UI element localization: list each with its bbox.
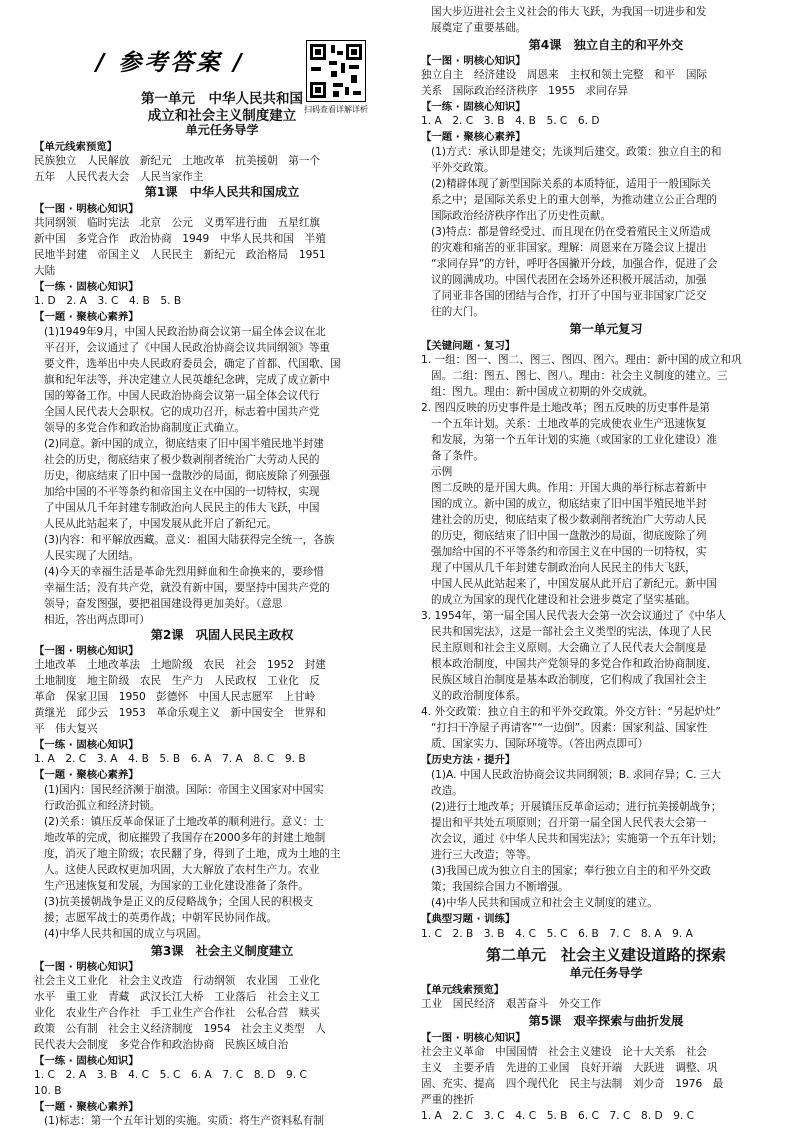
text-line: 10. B <box>34 1085 62 1097</box>
answer-line: 国的成立。新中国的成立，彻底结束了旧中国半殖民地半封 <box>431 498 707 510</box>
answer-line: 质、国家实力、国际环境等。（答出两点即可） <box>431 738 649 750</box>
answer-line: 了中国从几千年封建专制政治向人民民主的伟大飞跃，中国 <box>44 502 320 514</box>
answer-line: 国际政治经济秩序作出了历史性贡献。 <box>431 210 612 222</box>
text-line: 五年 人民代表大会 人民当家作主 <box>34 171 204 183</box>
answer-line: 展奠定了重要基础。 <box>431 22 527 34</box>
answer-line: 国的筹备工作。中国人民政治协商会议第一届全体会议代行 <box>44 390 320 402</box>
answer-line: 地改革的完成，彻底摧毁了我国存在2000多年的封建土地制 <box>44 832 326 844</box>
answer-line: 要文件，选举出中央人民政府委员会，确定了首都、代国歌、国 <box>44 358 341 370</box>
answer-line: (4)今天的幸福生活是革命先烈用鲜血和生命换来的，要珍惜 <box>44 566 324 578</box>
text-line: 社会主义工业化 社会主义改造 行动纲领 农业国 工业化 <box>34 975 321 987</box>
unit-title: 成立和社会主义制度建立 <box>147 108 297 124</box>
text-line: 独立自主 经济建设 周恩来 主权和领土完整 和平 国际 <box>421 69 708 81</box>
answer-line: (4)中华人民共和国的成立与巩固。 <box>44 928 208 940</box>
section-label: 【单元线索预览】 <box>34 141 118 153</box>
answer-line: 往的大门。 <box>431 306 484 318</box>
answer-line: 的灾难和痛苦的亚非国家。理解：周恩来在万隆会议上提出 <box>431 242 707 254</box>
answer-line: 义的政治制度体系。 <box>431 690 527 702</box>
text-line: 大陆 <box>34 265 56 277</box>
answer-line: 相近，答出两点即可） <box>44 614 150 626</box>
answer-line: 援；志愿军战士的英勇作战；中朝军民协同作战。 <box>44 912 278 924</box>
section-label: 【关键问题 · 复习】 <box>421 340 516 352</box>
answer-line: (2)同意。新中国的成立，彻底结束了旧中国半殖民地半封建 <box>44 438 324 450</box>
answer-line: 的成立为国家的现代化建设和社会进步奠定了坚实基础。 <box>431 594 696 606</box>
answer-line: 备了条件。 <box>431 450 484 462</box>
text-line: 1. C 2. A 3. B 4. C 5. C 6. A 7. C 8. D 9. C <box>34 1069 307 1081</box>
text-line: 1. A 2. C 3. A 4. B 5. B 6. A 7. A 8. C 9. B <box>34 753 306 765</box>
answer-line: 人。这使人民政权更加巩固，大大解放了农村生产力。农业 <box>44 864 320 876</box>
lesson-title: 第3课 社会主义制度建立 <box>150 944 294 958</box>
section-label: 【一图 · 明核心知识】 <box>34 203 139 215</box>
answer-line: 民共和国宪法》，这是一部社会主义类型的宪法，体现了人民 <box>431 626 712 638</box>
section-label: 【一练 · 固核心知识】 <box>34 281 139 293</box>
answer-line: 根本政治制度，中国共产党领导的多党合作和政治协商制度、 <box>431 658 718 670</box>
answer-line: 领导的多党合作和政治协商制度正式确立。 <box>44 422 246 434</box>
answer-line: (2)进行土地改革；开展镇压反革命运动；进行抗美援朝战争； <box>431 801 722 813</box>
answer-line: 和发展，为第一个五年计划的实施（或国家的工业化建设）准 <box>431 434 718 446</box>
answer-line: 固。二组：图五、图七、图八。理由：社会主义制度的建立。三 <box>431 370 728 382</box>
answer-line: “求同存异”的方针，呼吁各国撇开分歧，加强合作，促进了会 <box>431 258 718 270</box>
text-line: 1. C 2. B 3. B 4. C 5. C 6. B 7. C 8. A 9. A <box>421 928 693 940</box>
answer-line: 进行三大改造；等等。 <box>431 849 537 861</box>
answer-line: (1)标志：第一个五年计划的实施。实质：将生产资料私有制 <box>44 1115 324 1127</box>
text-line: 水平 重工业 青藏 武汉长江大桥 工业落后 社会主义工 <box>34 991 321 1003</box>
answer-line: (3)我国已成为独立自主的国家；奉行独立自主的和平外交政 <box>431 865 711 877</box>
text-line: 民代表大会制度 多党合作和政治协商 民族区域自治 <box>34 1039 289 1051</box>
text-line: 3. 1954年，第一届全国人民代表大会第一次会议通过了《中华人 <box>421 610 727 622</box>
text-line: 政策 公有制 社会主义经济制度 1954 社会主义类型 人 <box>34 1023 326 1035</box>
section-label: 【一题 · 聚核心素养】 <box>34 769 139 781</box>
text-line: 平 伟大复兴 <box>34 723 98 735</box>
text-line: 新中国 多党合作 政治协商 1949 中华人民共和国 半殖 <box>34 233 326 245</box>
text-line: 民地半封建 帝国主义 人民民主 新纪元 政治格局 1951 <box>34 249 326 261</box>
answer-line: (2)关系：镇压反革命保证了土地改革的顺利进行。意义：土 <box>44 816 324 828</box>
section-label: 【单元线索预览】 <box>421 984 505 996</box>
text-line: 共同纲领 临时宪法 北京 公元 义勇军进行曲 五星红旗 <box>34 217 321 229</box>
section-label: 【一练 · 固核心知识】 <box>34 739 139 751</box>
answer-line: 现了中国从几千年封建专制政治向人民民主的伟大飞跃， <box>431 562 696 574</box>
lesson-title: 第5课 艰辛探索与曲折发展 <box>528 1014 684 1028</box>
answer-line: 示例 <box>431 466 453 478</box>
lesson-title: 第4课 独立自主的和平外交 <box>528 38 684 52</box>
answer-line: 的历史，彻底结束了旧中国一盘散沙的局面，彻底废除了列 <box>431 530 707 542</box>
lesson-title: 第一单元复习 <box>569 322 643 336</box>
section-label: 【一图 · 明核心知识】 <box>421 55 526 67</box>
answer-line: 行政治孤立和经济封锁。 <box>44 800 161 812</box>
answer-line: 生产迅速恢复和发展，为国家的工业化建设准备了条件。 <box>44 880 309 892</box>
section-label: 【一题 · 聚核心素养】 <box>34 1101 139 1113</box>
section-label: 【一练 · 固核心知识】 <box>421 101 526 113</box>
text-line: 严重的挫折 <box>421 1094 474 1106</box>
answer-line: 改造。 <box>431 785 463 797</box>
text-line: 1. 一组：图一、图二、图三、图四、图六。理由：新中国的成立和巩 <box>421 354 742 366</box>
answer-line: 议的圆满成功。中国代表团在会场外还积极开展活动，加强 <box>431 274 707 286</box>
answer-line: 人民从此站起来了，中国发展从此开启了新纪元。 <box>44 518 278 530</box>
section-label: 【典型习题 · 训练】 <box>421 913 516 925</box>
lesson-title: 单元任务导学 <box>185 123 259 137</box>
answer-line: 图二反映的是开国大典。作用：开国大典的举行标志着新中 <box>431 482 707 494</box>
answer-line: 旗和纪年法等，并决定建立人民英雄纪念碑，完成了成立新中 <box>44 374 331 386</box>
text-line: 固、充实、提高 四个现代化 民主与法制 刘少奇 1976 最 <box>421 1078 724 1090</box>
lesson-title: 单元任务导学 <box>569 966 643 980</box>
unit-title: 第二单元 社会主义建设道路的探索 <box>485 946 726 964</box>
text-line: 黄继光 邱少云 1953 革命乐观主义 新中国安全 世界和 <box>34 707 326 719</box>
left-column <box>34 0 410 1132</box>
qr-caption: 扫码查看详解详析 <box>304 105 368 114</box>
answer-line: 了同亚非各国的团结与合作，打开了中国与亚非国家广泛交 <box>431 290 707 302</box>
text-line: 土地改革 土地改革法 土地阶级 农民 社会 1952 封建 <box>34 659 326 671</box>
answer-line: 领导；奋发图强，要把祖国建设得更加美好。（意思 <box>44 598 283 610</box>
answer-line: 次会议，通过《中华人民共和国宪法》；实施第一个五年计划； <box>431 833 723 845</box>
answer-line: 民族区域自治制度是基本政治制度，它们构成了我国社会主 <box>431 674 707 686</box>
answer-line: 一个五年计划。关系：土地改革的完成使农业生产迅速恢复 <box>431 418 707 430</box>
answer-line: 度，消灭了地主阶级；农民翻了身，得到了土地，成为土地的主 <box>44 848 341 860</box>
unit-title: 第一单元 中华人民共和国 <box>141 91 303 107</box>
answer-line: 幸福生活；没有共产党，就没有新中国，要坚持中国共产党的 <box>44 582 331 594</box>
text-line: 民族独立 人民解放 新纪元 土地改革 抗美援朝 第一个 <box>34 155 321 167</box>
answer-line: 中国人民从此站起来了，中国发展从此开启了新纪元。新中国 <box>431 578 718 590</box>
answer-line: (3)抗美援朝战争是正义的反侵略战争；全国人民的积极支 <box>44 896 314 908</box>
section-label: 【一题 · 聚核心素养】 <box>421 131 526 143</box>
answer-line: 全国人民代表大会职权。它的成功召开，标志着中国共产党 <box>44 406 320 418</box>
answer-line: (1)A. 中国人民政治协商会议共同纲领；B. 求同存异；C. 三大 <box>431 769 721 781</box>
section-label: 【一图 · 明核心知识】 <box>34 961 139 973</box>
text-line: 1. A 2. C 3. C 4. C 5. B 6. C 7. C 8. D 9. C <box>421 1110 695 1122</box>
text-line: 关系 国际政治经济秩序 1955 求同存异 <box>421 85 629 97</box>
answer-line: 平外交政策。 <box>431 162 495 174</box>
answer-line: (2)精辟体现了新型国际关系的本质特征，适用于一般国际关 <box>431 178 711 190</box>
answer-line: “打扫干净屋子再请客”“一边倒”。因素：国家利益、国家性 <box>431 722 708 734</box>
answer-line: (1)1949年9月，中国人民政治协商会议第一届全体会议在北 <box>44 326 326 338</box>
section-label: 【一图 · 明核心知识】 <box>421 1032 526 1044</box>
answer-line: 社会的历史，彻底结束了极少数剥削者统治广大劳动人民的 <box>44 454 320 466</box>
right-column <box>421 0 791 1132</box>
text-line: 土地制度 地主阶级 农民 生产力 人民政权 工业化 反 <box>34 675 321 687</box>
text-line: 1. D 2. A 3. C 4. B 5. B <box>34 295 182 307</box>
answer-line: 强加给中国的不平等条约和帝国主义在中国的一切特权，实 <box>431 546 707 558</box>
answer-line: 组：图九。理由：新中国成立初期的外交成就。 <box>431 386 654 398</box>
answer-line: 民主原则和社会主义原则。大会确立了人民代表大会制度是 <box>431 642 707 654</box>
text-line: 业化 农业生产合作社 手工业生产合作社 公私合营 赎买 <box>34 1007 321 1019</box>
text-line: 主义 主要矛盾 先进的工业国 良好开端 大跃进 调整、巩 <box>421 1062 718 1074</box>
section-label: 【一图 · 明核心知识】 <box>34 645 139 657</box>
text-line: 社会主义革命 中国国情 社会主义建设 论十大关系 社会 <box>421 1046 708 1058</box>
answer-line: 人民实现了大团结。 <box>44 550 140 562</box>
text-line: 4. 外交政策：独立自主的和平外交政策。外交方针：“另起炉灶” <box>421 706 721 718</box>
text-line: 革命 保家卫国 1950 彭德怀 中国人民志愿军 上甘岭 <box>34 691 316 703</box>
text-line: 工业 国民经济 艰苦奋斗 外交工作 <box>421 998 602 1010</box>
answer-line: 加给中国的不平等条约和帝国主义在中国的一切特权，实现 <box>44 486 320 498</box>
lesson-title: 第2课 巩固人民民主政权 <box>150 628 294 642</box>
answer-banner: / 参考答案 / <box>96 50 245 76</box>
answer-line: (1)国内：国民经济濒于崩溃。国际：帝国主义国家对中国实 <box>44 784 324 796</box>
section-label: 【一练 · 固核心知识】 <box>34 1055 139 1067</box>
text-line: 1. A 2. C 3. B 4. B 5. C 6. D <box>421 115 600 127</box>
answer-line: (1)方式：承认即是建交；先谈判后建交。政策：独立自主的和 <box>431 146 722 158</box>
lesson-title: 第1课 中华人民共和国成立 <box>144 185 300 199</box>
answer-line: 建社会的历史，彻底结束了极少数剥削者统治广大劳动人民 <box>431 514 707 526</box>
text-line: 2. 图四反映的历史事件是土地改革；图五反映的历史事件是第 <box>421 402 710 414</box>
section-label: 【历史方法 · 提升】 <box>421 754 516 766</box>
answer-line: 策；我国综合国力不断增强。 <box>431 881 569 893</box>
answer-line: (3)特点：都是曾经受过、而且现在仍在受着殖民主义所造成 <box>431 226 711 238</box>
answer-line: 平召开，会议通过了《中国人民政治协商会议共同纲领》等重 <box>44 342 331 354</box>
answer-line: (4)中华人民共和国成立和社会主义制度的建立。 <box>431 897 658 909</box>
answer-line: 系之中；是国际关系史上的重大创举，为推动建立公正合理的 <box>431 194 718 206</box>
answer-line: (3)内容：和平解放西藏。意义：祖国大陆获得完全统一，各族 <box>44 534 335 546</box>
answer-line: 提出和平共处五项原则；召开第一届全国人民代表大会第一 <box>431 817 707 829</box>
answer-line: 历史，彻底结束了旧中国一盘散沙的局面，彻底废除了列强强 <box>44 470 331 482</box>
answer-line: 国大步迈进社会主义社会的伟大飞跃，为我国一切进步和发 <box>431 6 707 18</box>
section-label: 【一题 · 聚核心素养】 <box>34 311 139 323</box>
